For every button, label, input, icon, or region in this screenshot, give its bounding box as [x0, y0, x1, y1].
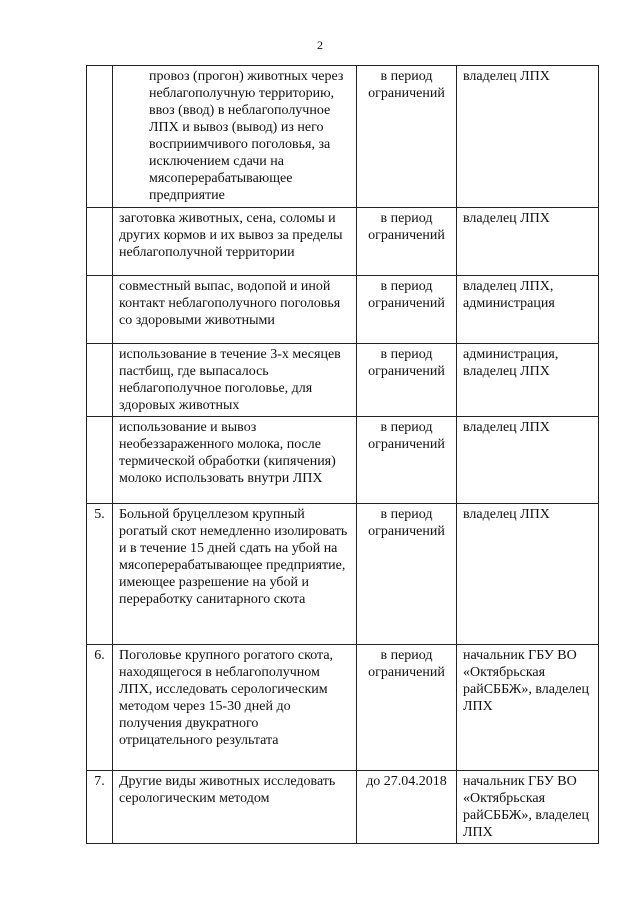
responsible-cell: владелец ЛПХ	[457, 417, 599, 504]
row-number: 7.	[87, 771, 113, 844]
responsible-cell: администрация, владелец ЛПХ	[457, 344, 599, 417]
table-row	[87, 66, 599, 208]
period-cell: в период ограничений	[357, 208, 457, 276]
period-cell: в период ограничений	[357, 504, 457, 645]
measure-text: совместный выпас, водопой и иной контакт неблагополучного поголовья со здоровыми животными	[113, 276, 357, 344]
table-row	[87, 276, 599, 344]
period-cell: в период ограничений	[357, 276, 457, 344]
row-number	[87, 276, 113, 344]
row-number	[87, 208, 113, 276]
row-number	[87, 344, 113, 417]
measure-text: заготовка животных, сена, соломы и других кормов и их вывоз за пределы неблагополучной территории	[113, 208, 357, 276]
responsible-cell: владелец ЛПХ	[457, 66, 599, 208]
period-cell: до 27.04.2018	[357, 771, 457, 844]
measure-text: Больной бруцеллезом крупный рогатый скот немедленно изолировать и в течение 15 дней сдать на убой на мясоперерабатывающее предприятие, имеющее разрешение на убой и переработку санитарного скота	[113, 504, 357, 645]
measures-table	[86, 65, 599, 844]
table-row	[87, 771, 599, 844]
period-cell: в период ограничений	[357, 417, 457, 504]
page-number: 2	[317, 38, 323, 52]
row-number	[87, 66, 113, 208]
measure-text: использование в течение 3-х месяцев пастбищ, где выпасалось неблагополучное поголовье, для здоровых животных	[113, 344, 357, 417]
responsible-cell: начальник ГБУ ВО «Октябрьская райСББЖ», владелец ЛПХ	[457, 645, 599, 771]
period-cell: в период ограничений	[357, 645, 457, 771]
table-row	[87, 208, 599, 276]
period-cell: в период ограничений	[357, 66, 457, 208]
table-row	[87, 344, 599, 417]
row-number: 5.	[87, 504, 113, 645]
responsible-cell: владелец ЛПХ	[457, 208, 599, 276]
measure-text: использование и вывоз необеззараженного молока, после термической обработки (кипячения) молоко использовать внутри ЛПХ	[113, 417, 357, 504]
responsible-cell: владелец ЛПХ	[457, 504, 599, 645]
table-row	[87, 504, 599, 645]
row-number: 6.	[87, 645, 113, 771]
responsible-cell: владелец ЛПХ, администрация	[457, 276, 599, 344]
row-number	[87, 417, 113, 504]
period-cell: в период ограничений	[357, 344, 457, 417]
table-row	[87, 417, 599, 504]
measure-text: Поголовье крупного рогатого скота, находящегося в неблагополучном ЛПХ, исследовать серологическим методом через 15-30 дней до получения двукратного отрицательного результата	[113, 645, 357, 771]
measure-text: провоз (прогон) животных через неблагополучную территорию, ввоз (ввод) в неблагополучное ЛПХ и вывоз (вывод) из него восприимчивого поголовья, за исключением сдачи на мясоперерабатывающее предприятие	[113, 66, 357, 208]
table-row	[87, 645, 599, 771]
responsible-cell: начальник ГБУ ВО «Октябрьская райСББЖ», владелец ЛПХ	[457, 771, 599, 844]
measure-text: Другие виды животных исследовать серологическим методом	[113, 771, 357, 844]
